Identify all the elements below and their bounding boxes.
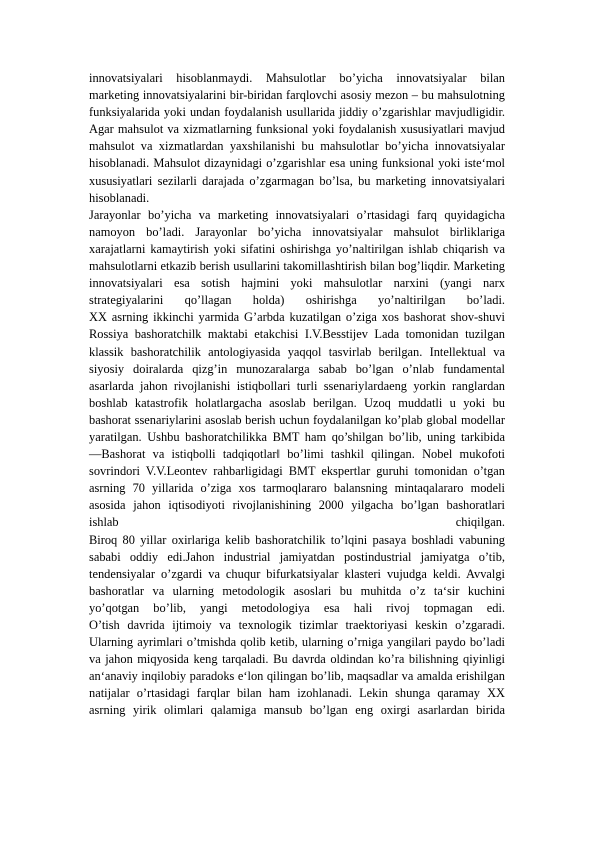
paragraph-1: innovatsiyalari hisoblanmaydi. Mahsulotlar bo’yicha innovatsiyalar bilan marketing innovatsiyalarini bir-biridan farqlovchi asosiy mezon – bu mahsulotning funksiyalarida yoki undan foydalanish usullarida jiddiy o’zgarishlar mavjudligidir. Agar mahsulot va xizmatlarning funksional yoki foydalanish xususiyatlari mavjud mahsulot va xizmatlardan yaxshilanishi bu mahsulotlar bo’yicha innovatsiyalar hisoblanadi. Mahsulot dizaynidagi o’zgarishlar esa uning funksional yoki iste‘mol xususiyatlari sezilarli darajada o’zgarmagan bo’lsa, bu marketing innovatsiyalari hisoblanadi. [89,71,505,205]
paragraph-2: Jarayonlar bo’yicha va marketing innovatsiyalari o’rtasidagi farq quyidagicha namoyon bo’ladi. Jarayonlar bo’yicha innovatsiyalar mahsulot birliklariga xarajatlarni kamaytirish yoki sifatini oshirishga yo’naltirilgan ishlab chiqarish va mahsulotlarni etkazib berish usullarini takomillashtirish bilan bog’liqdir. Marketing innovatsiyalari esa sotish hajmini yoki mahsulotlar narxini (yangi narx strategiyalarini qo’llagan holda) oshirishga yo’naltirilgan bo’ladi. [89,207,505,308]
body-text [89,70,505,720]
paragraph-5: O’tish davrida ijtimoiy va texnologik tizimlar traektoriyasi keskin o’zgaradi. Ularning ayrimlari o’tmishda qolib ketib, ularning o’rniga yangilari paydo bo’ladi va jahon miqyosida keng tarqaladi. Bu davrda oldindan ko’ra bilishning qiyinligi an‘anaviy inqilobiy paradoks e‘lon qilingan bo’lib, maqsadlar va amalda erishilgan natijalar o’rtasidagi farqlar bilan ham izohlanadi. Lekin shunga qaramay XX asrning yirik olimlari qalamiga mansub bo’lgan eng oxirgi asarlardan birida [89,618,505,718]
paragraph-3: XX asrning ikkinchi yarmida G’arbda kuzatilgan o’ziga xos bashorat shov-shuvi Rossiya bashoratchilk maktabi etakchisi I.V.Besstijev Lada tomonidan tuzilgan klassik bashoratchilik antologiyasida yaqqol tasvirlab berilgan. Intellektual va siyosiy doiralarda qizg’in munozaralarga sabab bo’lgan o’nlab fundamental asarlarda jahon rivojlanishi istiqbollari turli ssenariylardaeng yorkin ranglardan boshlab katastrofik holatlargacha asoslab berilgan. Uzoq muddatli u yoki bu bashorat ssenariylarini asoslab berish uchun foydalanilgan ko’plab global modellar yaratilgan. Ushbu bashoratchilikka BMT ham qo’shilgan bo’lib, uning tarkibida ―Bashorat va istiqbolli tadqiqotlar‖ bo’limi tashkil qilingan. Nobel mukofoti sovrindori V.V.Leontev rahbarligidagi BMT ekspertlar guruhi tomonidan o’tgan asrning 70 yillarida o’ziga xos tarmoqlararo balansning mintaqalararo modeli asosida jahon iqtisodiyoti rivojlanishining 2000 yilgacha bo’lgan bashoratlari ishlab chiqilgan. [89,310,505,530]
paragraph-4: Biroq 80 yillar oxirlariga kelib bashoratchilik to’lqini pasaya boshladi vabuning sababi oddiy edi.Jahon industrial jamiyatdan postindustrial jamiyatga o’tib, tendensiyalar o’zgardi va chuqur bifurkatsiyalar klasteri vujudga keldi. Avvalgi bashoratlar va ularning metodologik asoslari bu muhitda o’z ta‘sir kuchini yo’qotgan bo’lib, yangi metodologiya esa hali rivoj topmagan edi. [89,532,505,615]
